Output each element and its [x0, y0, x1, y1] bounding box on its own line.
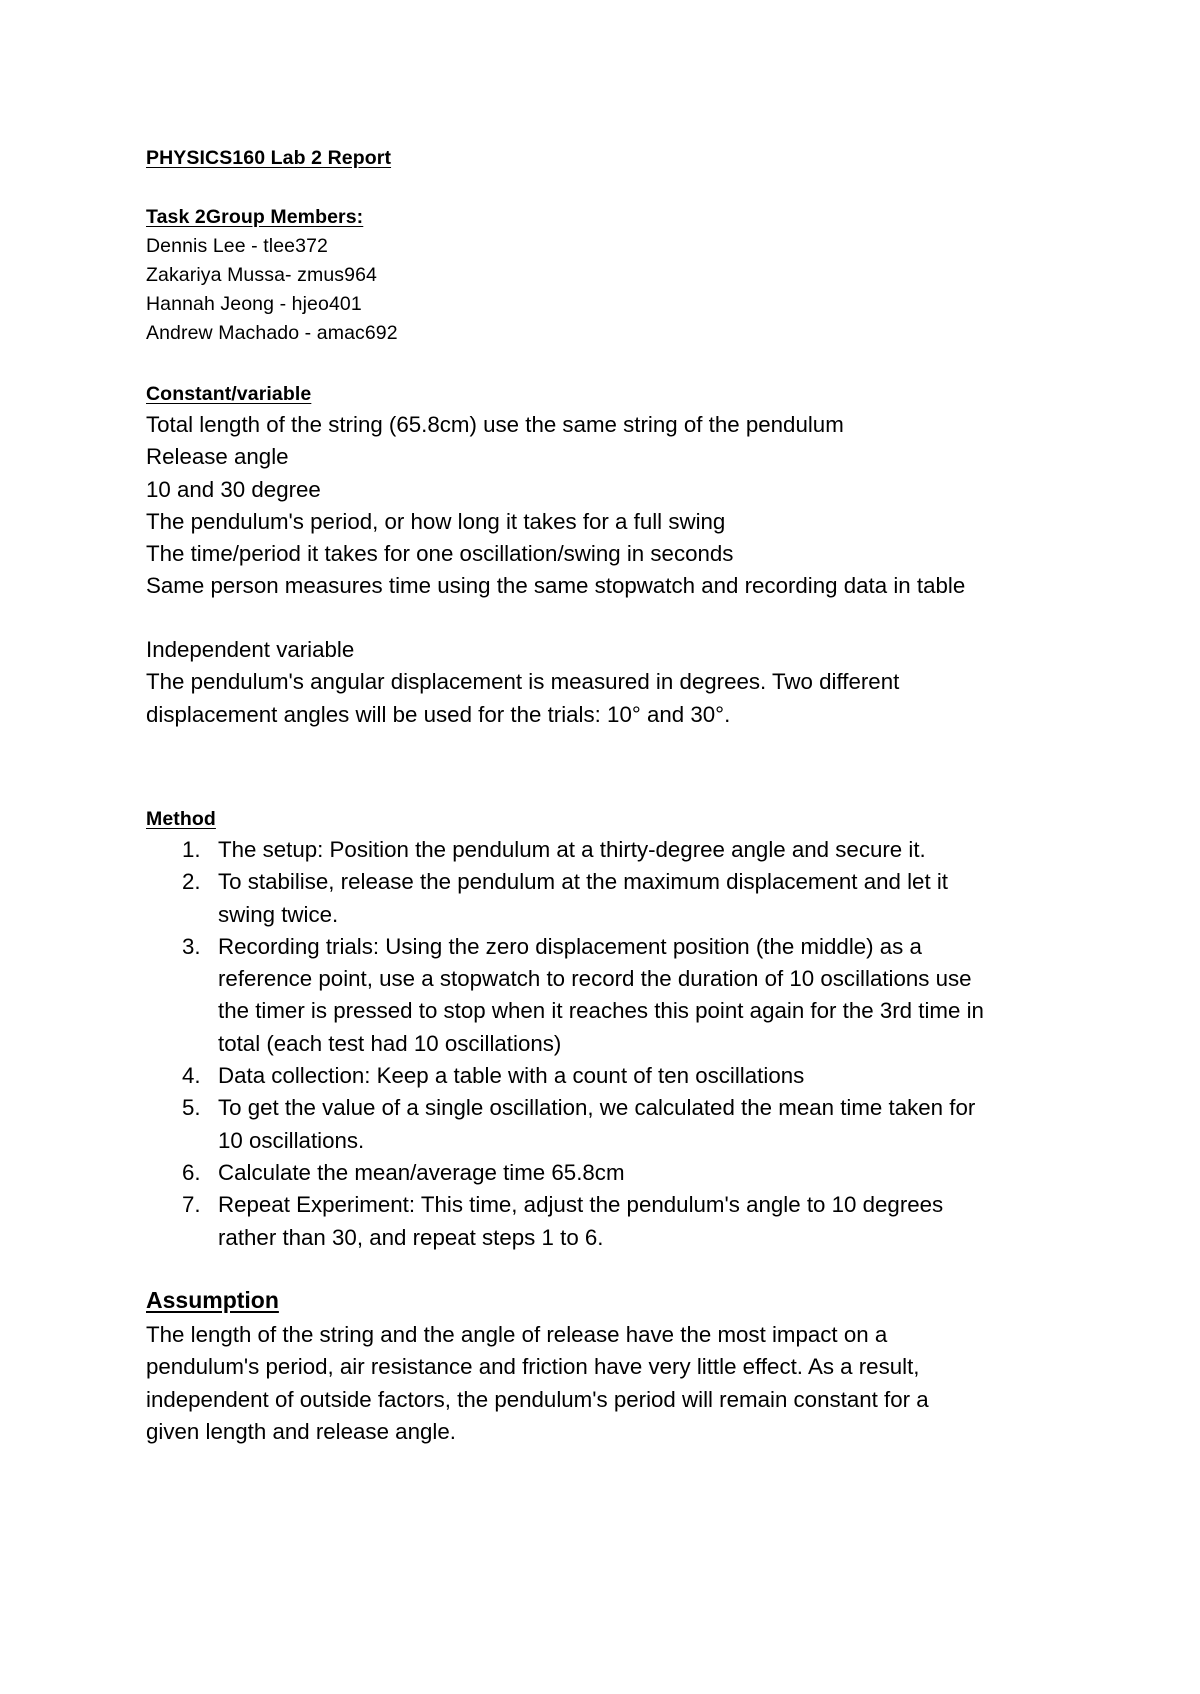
step-line: rather than 30, and repeat steps 1 to 6. [218, 1224, 604, 1250]
step-line: Calculate the mean/average time 65.8cm [218, 1159, 625, 1185]
method-step [146, 866, 1076, 931]
independent-variable-line: displacement angles will be used for the trials: 10° and 30°. [146, 701, 731, 727]
group-members-heading: Task 2Group Members: [146, 206, 364, 228]
step-line: Data collection: Keep a table with a count of ten oscillations [218, 1063, 805, 1089]
member-line: Hannah Jeong - hjeo401 [146, 293, 362, 315]
report-title: PHYSICS160 Lab 2 Report [146, 147, 392, 169]
assumption-heading: Assumption [146, 1287, 279, 1313]
step-line: Recording trials: Using the zero displacement position (the middle) as a [218, 933, 922, 959]
constant-variable-heading: Constant/variable [146, 383, 312, 405]
step-number: 6. [182, 1159, 201, 1185]
step-line: The setup: Position the pendulum at a thirty-degree angle and secure it. [218, 837, 926, 862]
step-line: reference point, use a stopwatch to record the duration of 10 oscillations use [218, 966, 972, 992]
member-line: Andrew Machado - amac692 [146, 322, 398, 344]
constant-variable-line: Release angle [146, 444, 289, 470]
constant-variable-line: The time/period it takes for one oscillation/swing in seconds [146, 541, 734, 567]
method-step [146, 1060, 1076, 1092]
method-heading: Method [146, 808, 216, 830]
method-step [146, 1189, 1076, 1254]
step-line: To stabilise, release the pendulum at the maximum displacement and let it [218, 869, 948, 895]
member-line: Zakariya Mussa- zmus964 [146, 264, 377, 286]
assumption-line: independent of outside factors, the pendulum's period will remain constant for a [146, 1386, 929, 1412]
method-step [146, 1092, 1076, 1157]
assumption-line: given length and release angle. [146, 1418, 456, 1444]
independent-variable-heading: Independent variable [146, 637, 355, 662]
group-members-list [146, 232, 398, 348]
assumption-line: pendulum's period, air resistance and friction have very little effect. As a result, [146, 1354, 920, 1380]
step-number: 5. [182, 1095, 201, 1121]
step-line: the timer is pressed to stop when it reaches this point again for the 3rd time in [218, 998, 984, 1024]
assumption-line: The length of the string and the angle of release have the most impact on a [146, 1322, 888, 1347]
step-number: 1. [182, 837, 201, 862]
step-line: 10 oscillations. [218, 1127, 365, 1153]
constant-variable-body [146, 409, 965, 603]
constant-variable-line: Total length of the string (65.8cm) use the same string of the pendulum [146, 412, 844, 437]
constant-variable-line: 10 and 30 degree [146, 476, 321, 502]
independent-variable-line: The pendulum's angular displacement is measured in degrees. Two different [146, 669, 900, 695]
method-step [146, 1157, 1076, 1189]
step-number: 4. [182, 1063, 201, 1089]
method-step [146, 931, 1076, 1060]
step-number: 3. [182, 933, 201, 959]
method-steps-list [146, 834, 1076, 1254]
independent-variable-section [146, 634, 899, 731]
method-step [146, 834, 1076, 866]
constant-variable-line: Same person measures time using the same stopwatch and recording data in table [146, 573, 966, 599]
step-line: total (each test had 10 oscillations) [218, 1030, 562, 1056]
member-line: Dennis Lee - tlee372 [146, 235, 328, 257]
step-line: Repeat Experiment: This time, adjust the pendulum's angle to 10 degrees [218, 1192, 944, 1218]
step-line: swing twice. [218, 901, 339, 927]
step-number: 7. [182, 1192, 201, 1218]
step-number: 2. [182, 869, 201, 895]
constant-variable-line: The pendulum's period, or how long it takes for a full swing [146, 508, 726, 534]
step-line: To get the value of a single oscillation, we calculated the mean time taken for [218, 1095, 976, 1121]
assumption-body [146, 1319, 1076, 1448]
